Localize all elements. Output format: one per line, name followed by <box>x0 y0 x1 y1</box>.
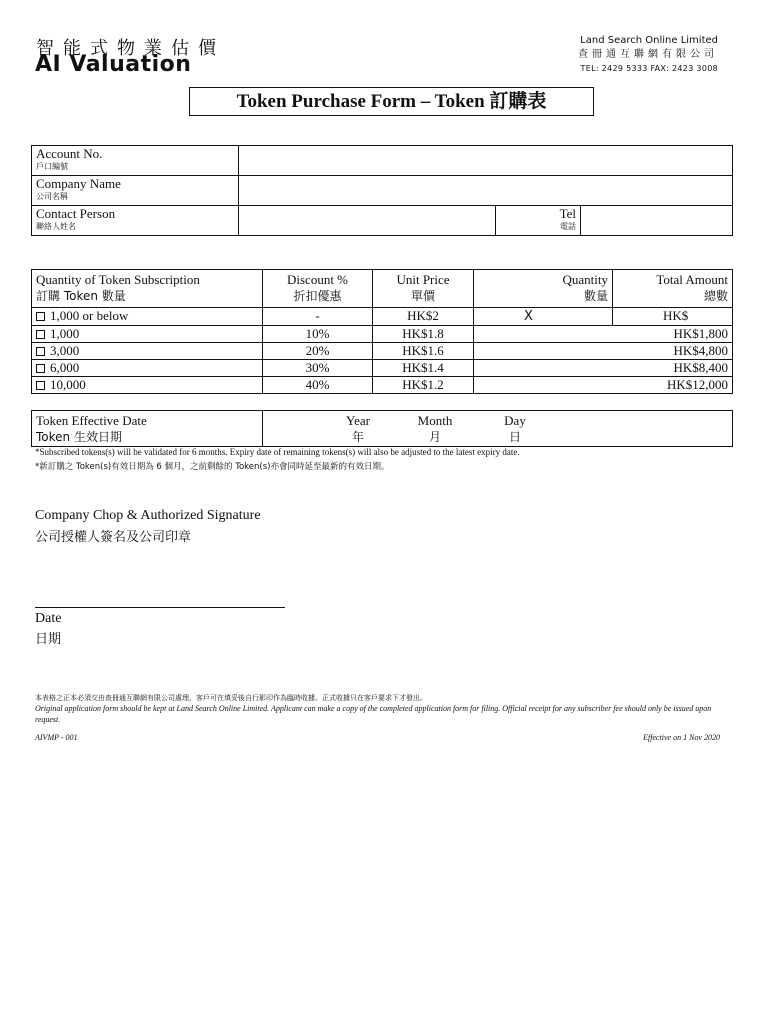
quantity-option[interactable] <box>32 326 263 343</box>
month-label-en: Month <box>417 413 453 428</box>
header-unit-price-cn: 單價 <box>410 289 435 303</box>
total-amount-cell: HK$1,800 <box>474 326 733 343</box>
day-label-en: Day <box>504 413 526 428</box>
total-amount-cell: HK$8,400 <box>474 360 733 377</box>
signature-label-cn: 公司授權人簽名及公司印章 <box>35 530 192 545</box>
company-row <box>32 176 733 206</box>
pricing-header-row <box>32 270 733 308</box>
company-name-en: Land Search Online Limited <box>580 35 718 46</box>
account-label-en: Account No. <box>36 146 103 161</box>
pricing-table <box>31 269 733 394</box>
checkbox[interactable] <box>36 312 45 321</box>
quantity-option-label: 10,000 <box>50 377 86 392</box>
total-input[interactable]: HK$ <box>613 308 733 326</box>
discount-cell: 30% <box>263 360 373 377</box>
company-field[interactable] <box>239 176 733 206</box>
day-label-cn: 日 <box>508 430 521 444</box>
unit-price-cell: HK$2 <box>373 308 474 326</box>
header-quantity-subscription-cn: 訂購 Token 數量 <box>36 289 126 303</box>
footer-note-en: Original application form should be kept at Land Search Online Limited. Applicant can make a copy of the completed application form for filing. Official receipt for any subscriber fee should only be issued upon request. <box>35 704 712 724</box>
effective-date-field[interactable] <box>263 411 733 447</box>
quantity-option[interactable] <box>32 308 263 326</box>
discount-cell: 20% <box>263 343 373 360</box>
header-unit-price-en: Unit Price <box>396 272 450 287</box>
account-label <box>32 146 239 176</box>
footer-note-cn: 本表格之正本必須交由查冊通互聯網有限公司處理，客戶可在填妥後自行影印作為臨時收據。正式收據只在客戶要求下才發出。 <box>35 694 427 702</box>
company-label-en: Company Name <box>36 176 121 191</box>
effective-date-table <box>31 410 733 447</box>
contact-field[interactable] <box>239 206 496 236</box>
header-discount-cn: 折扣優惠 <box>293 289 342 303</box>
tel-label-en: Tel <box>559 206 576 221</box>
multiply-sign: X <box>524 309 533 324</box>
discount-cell: - <box>263 308 373 326</box>
quantity-option[interactable] <box>32 343 263 360</box>
total-amount-cell: HK$4,800 <box>474 343 733 360</box>
header-total-amount <box>613 270 733 308</box>
pricing-row <box>32 343 733 360</box>
unit-price-cell: HK$1.2 <box>373 377 474 394</box>
validity-note-en: *Subscribed tokens(s) will be validated for 6 months. Expiry date of remaining tokens(s) will also be adjusted to the latest expiry date. <box>35 447 520 457</box>
signature-label-en: Company Chop & Authorized Signature <box>35 508 261 523</box>
unit-price-cell: HK$1.4 <box>373 360 474 377</box>
header-quantity-cn: 數量 <box>583 289 608 303</box>
date-signature-line[interactable] <box>35 607 285 608</box>
effective-date-row <box>32 411 733 447</box>
tel-field[interactable] <box>581 206 733 236</box>
date-label-en: Date <box>35 611 62 626</box>
tel-label <box>496 206 581 236</box>
brand-chinese-name: 智能式物業估價 <box>36 38 225 59</box>
header-quantity-subscription-en: Quantity of Token Subscription <box>36 272 200 287</box>
form-code: AIVMP - 001 <box>35 733 78 742</box>
contact-label <box>32 206 239 236</box>
header-total-amount-cn: 總數 <box>703 289 728 303</box>
month-label <box>407 412 463 446</box>
header-quantity-subscription <box>32 270 263 308</box>
total-amount-cell: HK$12,000 <box>474 377 733 394</box>
checkbox[interactable] <box>36 364 45 373</box>
brand-logo-text: AI Valuation <box>35 52 192 77</box>
company-label-cn: 公司名稱 <box>36 192 68 201</box>
quantity-option-label: 1,000 <box>50 326 80 341</box>
checkbox[interactable] <box>36 381 45 390</box>
month-label-cn: 月 <box>428 430 441 444</box>
year-label-en: Year <box>346 413 370 428</box>
company-info <box>578 34 718 76</box>
contact-row <box>32 206 733 236</box>
header-total-amount-en: Total Amount <box>656 272 728 287</box>
quantity-option-label: 1,000 or below <box>50 308 129 323</box>
contact-label-en: Contact Person <box>36 206 116 221</box>
contact-label-cn: 聯絡人姓名 <box>36 222 76 231</box>
quantity-option-label: 3,000 <box>50 343 80 358</box>
header-discount <box>263 270 373 308</box>
company-name-cn: 查冊通互聯網有限公司 <box>578 49 718 60</box>
effective-date-label <box>32 411 263 447</box>
quantity-option[interactable] <box>32 360 263 377</box>
pricing-row <box>32 326 733 343</box>
discount-cell: 40% <box>263 377 373 394</box>
quantity-option[interactable] <box>32 377 263 394</box>
year-label-cn: 年 <box>351 430 364 444</box>
account-label-cn: 戶口編號 <box>36 162 68 171</box>
effective-notice: Effective on 1 Nov 2020 <box>643 733 720 742</box>
pricing-row <box>32 377 733 394</box>
checkbox[interactable] <box>36 330 45 339</box>
unit-price-cell: HK$1.6 <box>373 343 474 360</box>
effective-date-label-en: Token Effective Date <box>36 413 147 428</box>
unit-price-cell: HK$1.8 <box>373 326 474 343</box>
year-label <box>333 412 383 446</box>
company-label <box>32 176 239 206</box>
discount-cell: 10% <box>263 326 373 343</box>
effective-date-label-cn: Token 生效日期 <box>36 430 122 444</box>
header-discount-en: Discount % <box>286 272 349 287</box>
company-contact: TEL: 2429 5333 FAX: 2423 3008 <box>580 64 718 73</box>
quantity-input[interactable] <box>474 308 613 326</box>
validity-note-cn: *新訂購之 Token(s)有效日期為 6 個月，之前剩餘的 Token(s)亦會同時延至最新的有效日期。 <box>35 462 390 472</box>
account-field[interactable] <box>239 146 733 176</box>
header-quantity <box>474 270 613 308</box>
header-unit-price <box>373 270 474 308</box>
tel-label-cn: 電話 <box>560 222 576 231</box>
header-quantity-en: Quantity <box>562 272 608 287</box>
day-label <box>495 412 535 446</box>
customer-info-table <box>31 145 733 236</box>
account-row <box>32 146 733 176</box>
pricing-row <box>32 360 733 377</box>
checkbox[interactable] <box>36 347 45 356</box>
quantity-option-label: 6,000 <box>50 360 80 375</box>
date-label-cn: 日期 <box>35 632 62 647</box>
form-title: Token Purchase Form – Token 訂購表 <box>189 87 594 116</box>
pricing-row <box>32 308 733 326</box>
